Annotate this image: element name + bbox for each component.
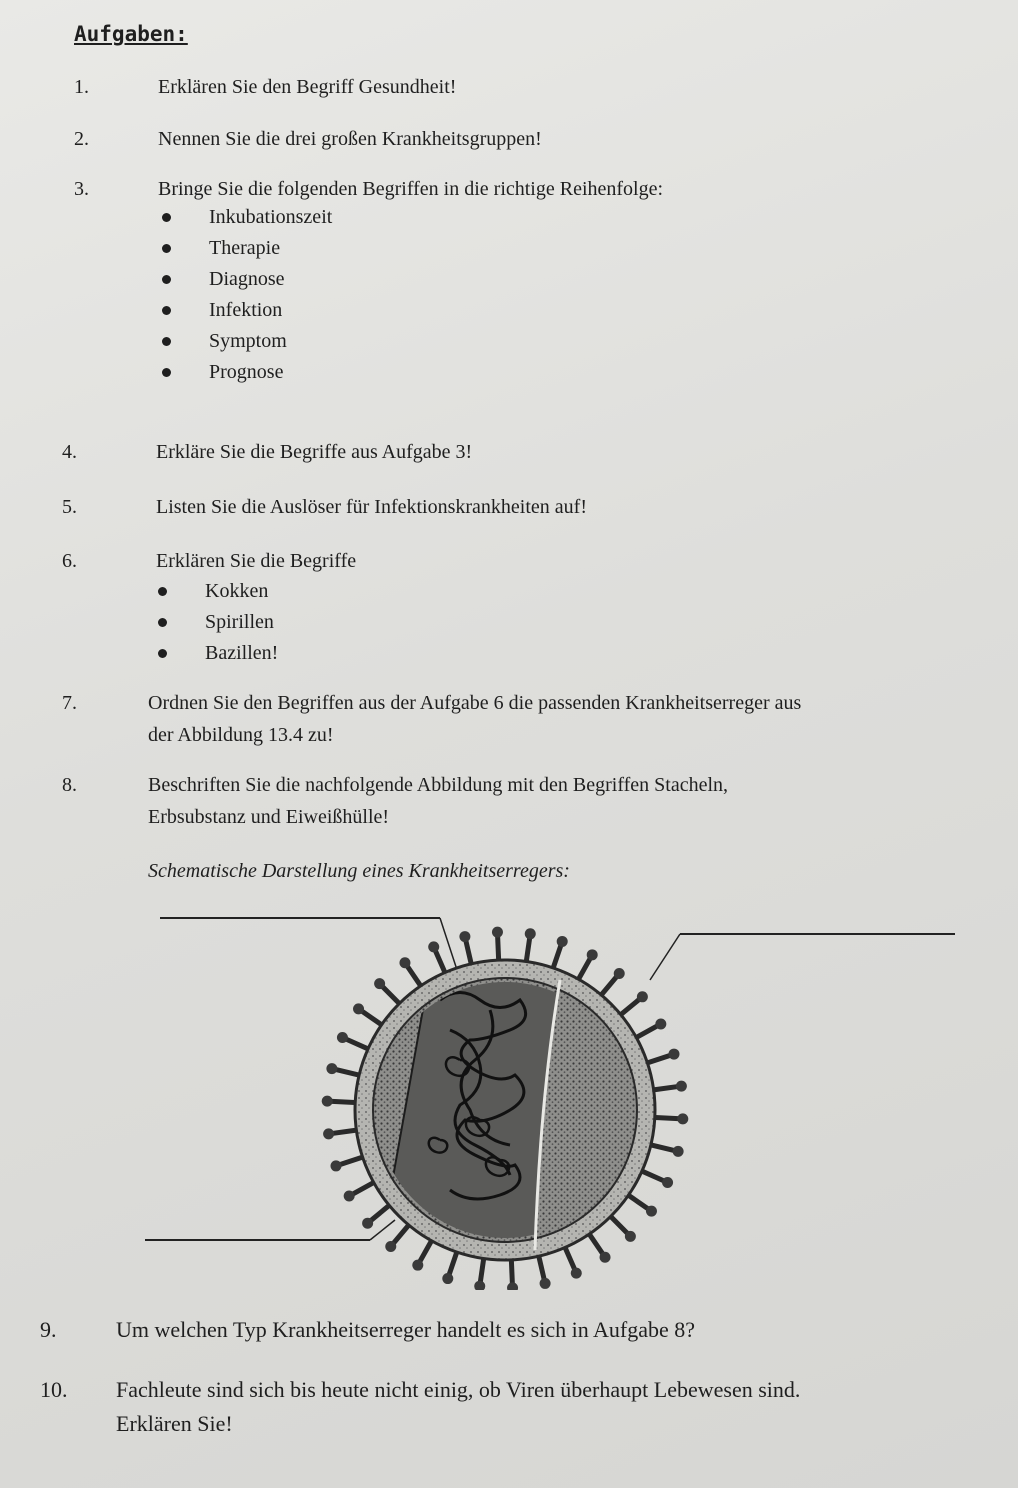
spike-head xyxy=(428,941,439,952)
spike-head xyxy=(507,1282,518,1290)
spike-head xyxy=(625,1231,636,1242)
task-number: 4. xyxy=(62,441,77,463)
spike-head xyxy=(459,931,470,942)
spike-head xyxy=(668,1049,679,1060)
list-item: Prognose xyxy=(209,357,332,388)
task-text: Erklären Sie die Begriffe xyxy=(156,550,357,572)
task-text: Listen Sie die Auslöser für Infektionskrankheiten auf! xyxy=(156,496,587,518)
task-text: Erkläre Sie die Begriffe aus Aufgabe 3! xyxy=(156,441,473,463)
spike-head xyxy=(571,1268,582,1279)
task-text-line-1: Ordnen Sie den Begriffen aus der Aufgabe 6 die passenden Krankheitserreger aus xyxy=(148,692,802,714)
spike-head xyxy=(557,936,568,947)
list-item: Inkubationszeit xyxy=(209,202,332,233)
spike-head xyxy=(637,991,648,1002)
bullet-icon xyxy=(162,244,171,253)
spike-head xyxy=(600,1252,611,1263)
virus-figure xyxy=(140,900,960,1290)
spike-head xyxy=(677,1113,688,1124)
spike-head xyxy=(344,1191,355,1202)
figure-caption: Schematische Darstellung eines Krankheitserregers: xyxy=(148,860,570,882)
label-line-bottom-left-pointer xyxy=(370,1220,395,1240)
task-3-list xyxy=(209,202,332,388)
spike-head xyxy=(322,1096,333,1107)
bullet-icon xyxy=(162,368,171,377)
spike-head xyxy=(399,957,410,968)
spike-head xyxy=(614,968,625,979)
task-text: Bringe Sie die folgenden Begriffen in die richtige Reihenfolge: xyxy=(158,178,664,200)
spike-head xyxy=(362,1218,373,1229)
task-number: 1. xyxy=(74,76,89,98)
spike-head xyxy=(442,1273,453,1284)
list-item: Spirillen xyxy=(205,607,278,638)
spike-head xyxy=(673,1146,684,1157)
page-heading: Aufgaben: xyxy=(74,22,188,46)
task-text-line-1: Beschriften Sie die nachfolgende Abbildung mit den Begriffen Stacheln, xyxy=(148,774,729,796)
list-item: Kokken xyxy=(205,576,278,607)
spike-head xyxy=(655,1018,666,1029)
spike-head xyxy=(676,1081,687,1092)
spike-head xyxy=(337,1032,348,1043)
spike-head xyxy=(646,1206,657,1217)
bullet-icon xyxy=(162,275,171,284)
spike-head xyxy=(525,928,536,939)
spike-head xyxy=(331,1160,342,1171)
task-text: Erklären Sie den Begriff Gesundheit! xyxy=(158,76,457,98)
task-number: 6. xyxy=(62,550,77,572)
task-text-line-2: Erklären Sie! xyxy=(116,1411,233,1436)
spike-head xyxy=(662,1177,673,1188)
spike-head xyxy=(323,1128,334,1139)
task-number: 7. xyxy=(62,692,77,714)
task-number: 8. xyxy=(62,774,77,796)
bullet-icon xyxy=(158,587,167,596)
task-text-line-1: Fachleute sind sich bis heute nicht einig, ob Viren überhaupt Lebewesen sind. xyxy=(116,1377,801,1402)
task-text: Nennen Sie die drei großen Krankheitsgruppen! xyxy=(158,128,542,150)
spike-head xyxy=(587,949,598,960)
list-item: Symptom xyxy=(209,326,332,357)
spike-head xyxy=(326,1063,337,1074)
spike-head xyxy=(374,978,385,989)
task-number: 2. xyxy=(74,128,89,150)
spike-head xyxy=(385,1241,396,1252)
spike-head xyxy=(412,1260,423,1271)
list-item: Diagnose xyxy=(209,264,332,295)
task-text-line-2: Erbsubstanz und Eiweißhülle! xyxy=(148,806,390,828)
list-item: Bazillen! xyxy=(205,638,278,669)
spike-head xyxy=(353,1003,364,1014)
bullet-icon xyxy=(158,649,167,658)
spike-head xyxy=(492,927,503,938)
task-text: Um welchen Typ Krankheitserreger handelt es sich in Aufgabe 8? xyxy=(116,1317,696,1342)
task-number: 3. xyxy=(74,178,89,200)
bullet-icon xyxy=(162,306,171,315)
label-line-top-right-pointer xyxy=(650,934,680,980)
list-item: Infektion xyxy=(209,295,332,326)
task-6-list xyxy=(205,576,278,669)
task-number: 5. xyxy=(62,496,77,518)
task-number: 10. xyxy=(40,1377,68,1402)
spike-head xyxy=(474,1281,485,1290)
spike-head xyxy=(540,1278,551,1289)
task-number: 9. xyxy=(40,1317,57,1342)
task-text-line-2: der Abbildung 13.4 zu! xyxy=(148,724,334,746)
virus-diagram xyxy=(140,900,960,1290)
bullet-icon xyxy=(162,337,171,346)
bullet-icon xyxy=(162,213,171,222)
bullet-icon xyxy=(158,618,167,627)
list-item: Therapie xyxy=(209,233,332,264)
